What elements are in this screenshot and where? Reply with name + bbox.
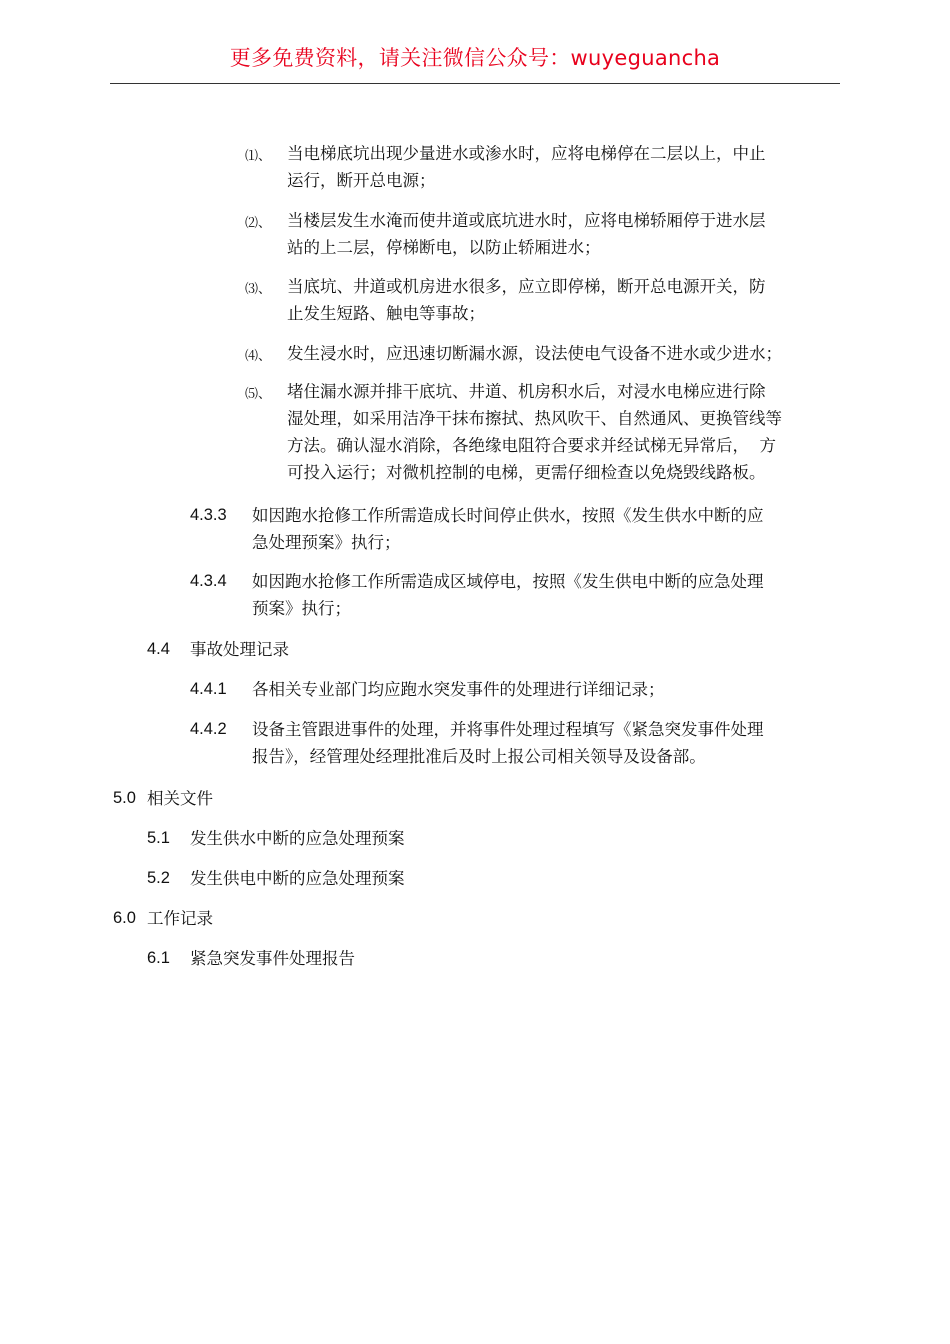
list-item-number: ⑴、 xyxy=(245,148,272,163)
section-line: 发生供水中断的应急处理预案 xyxy=(190,829,405,848)
list-item-line: 当电梯底坑出现少量进水或渗水时，应将电梯停在二层以上，中止 xyxy=(287,144,766,163)
section-line: 如因跑水抢修工作所需造成区域停电，按照《发生供电中断的应急处理 xyxy=(252,572,764,591)
section-number: 5.2 xyxy=(147,869,170,887)
list-item-number: ⑶、 xyxy=(245,281,272,296)
list-item-line: 当底坑、井道或机房进水很多，应立即停梯，断开总电源开关，防 xyxy=(287,277,766,296)
header-divider xyxy=(110,83,840,84)
section-line: 紧急突发事件处理报告 xyxy=(190,949,355,968)
section-number: 4.3.4 xyxy=(190,572,227,590)
list-item-line: 可投入运行；对微机控制的电梯，更需仔细检查以免烧毁线路板。 xyxy=(287,463,766,482)
list-item-line: 站的上二层，停梯断电，以防止轿厢进水； xyxy=(287,238,601,257)
list-item-line: 湿处理，如采用洁净干抹布擦拭、热风吹干、自然通风、更换管线等 xyxy=(287,409,782,428)
page-header-title: 更多免费资料，请关注微信公众号：wuyeguancha xyxy=(229,46,721,70)
section-line: 急处理预案》执行； xyxy=(252,533,401,552)
section-heading: 工作记录 xyxy=(147,909,213,928)
section-number: 4.4.1 xyxy=(190,680,227,698)
list-item-line: 止发生短路、触电等事故； xyxy=(287,304,485,323)
section-number: 6.1 xyxy=(147,949,170,967)
list-item-line: 当楼层发生水淹而使井道或底坑进水时，应将电梯轿厢停于进水层 xyxy=(287,211,766,230)
section-heading: 相关文件 xyxy=(147,789,213,808)
section-number: 5.1 xyxy=(147,829,170,847)
section-line: 发生供电中断的应急处理预案 xyxy=(190,869,405,888)
list-item-number: ⑸、 xyxy=(245,386,272,401)
section-number: 6.0 xyxy=(113,909,136,927)
section-line: 预案》执行； xyxy=(252,599,351,618)
list-item-line: 方法。确认湿水消除，各绝缘电阻符合要求并经试梯无异常后， 方 xyxy=(287,436,776,455)
section-line: 报告》，经管理处经理批准后及时上报公司相关领导及设备部。 xyxy=(252,747,706,766)
section-number: 4.4.2 xyxy=(190,720,227,738)
section-line: 设备主管跟进事件的处理，并将事件处理过程填写《紧急突发事件处理 xyxy=(252,720,764,739)
section-heading: 事故处理记录 xyxy=(190,640,289,659)
list-item-line: 运行，断开总电源； xyxy=(287,171,436,190)
list-item-line: 发生浸水时，应迅速切断漏水源，设法使电气设备不进水或少进水； xyxy=(287,344,782,363)
section-number: 4.3.3 xyxy=(190,506,227,524)
list-item-number: ⑷、 xyxy=(245,348,272,363)
list-item-number: ⑵、 xyxy=(245,215,272,230)
list-item-line: 堵住漏水源并排干底坑、井道、机房积水后，对浸水电梯应进行除 xyxy=(287,382,766,401)
section-number: 4.4 xyxy=(147,640,170,658)
section-line: 各相关专业部门均应跑水突发事件的处理进行详细记录； xyxy=(252,680,665,699)
section-number: 5.0 xyxy=(113,789,136,807)
section-line: 如因跑水抢修工作所需造成长时间停止供水，按照《发生供水中断的应 xyxy=(252,506,764,525)
